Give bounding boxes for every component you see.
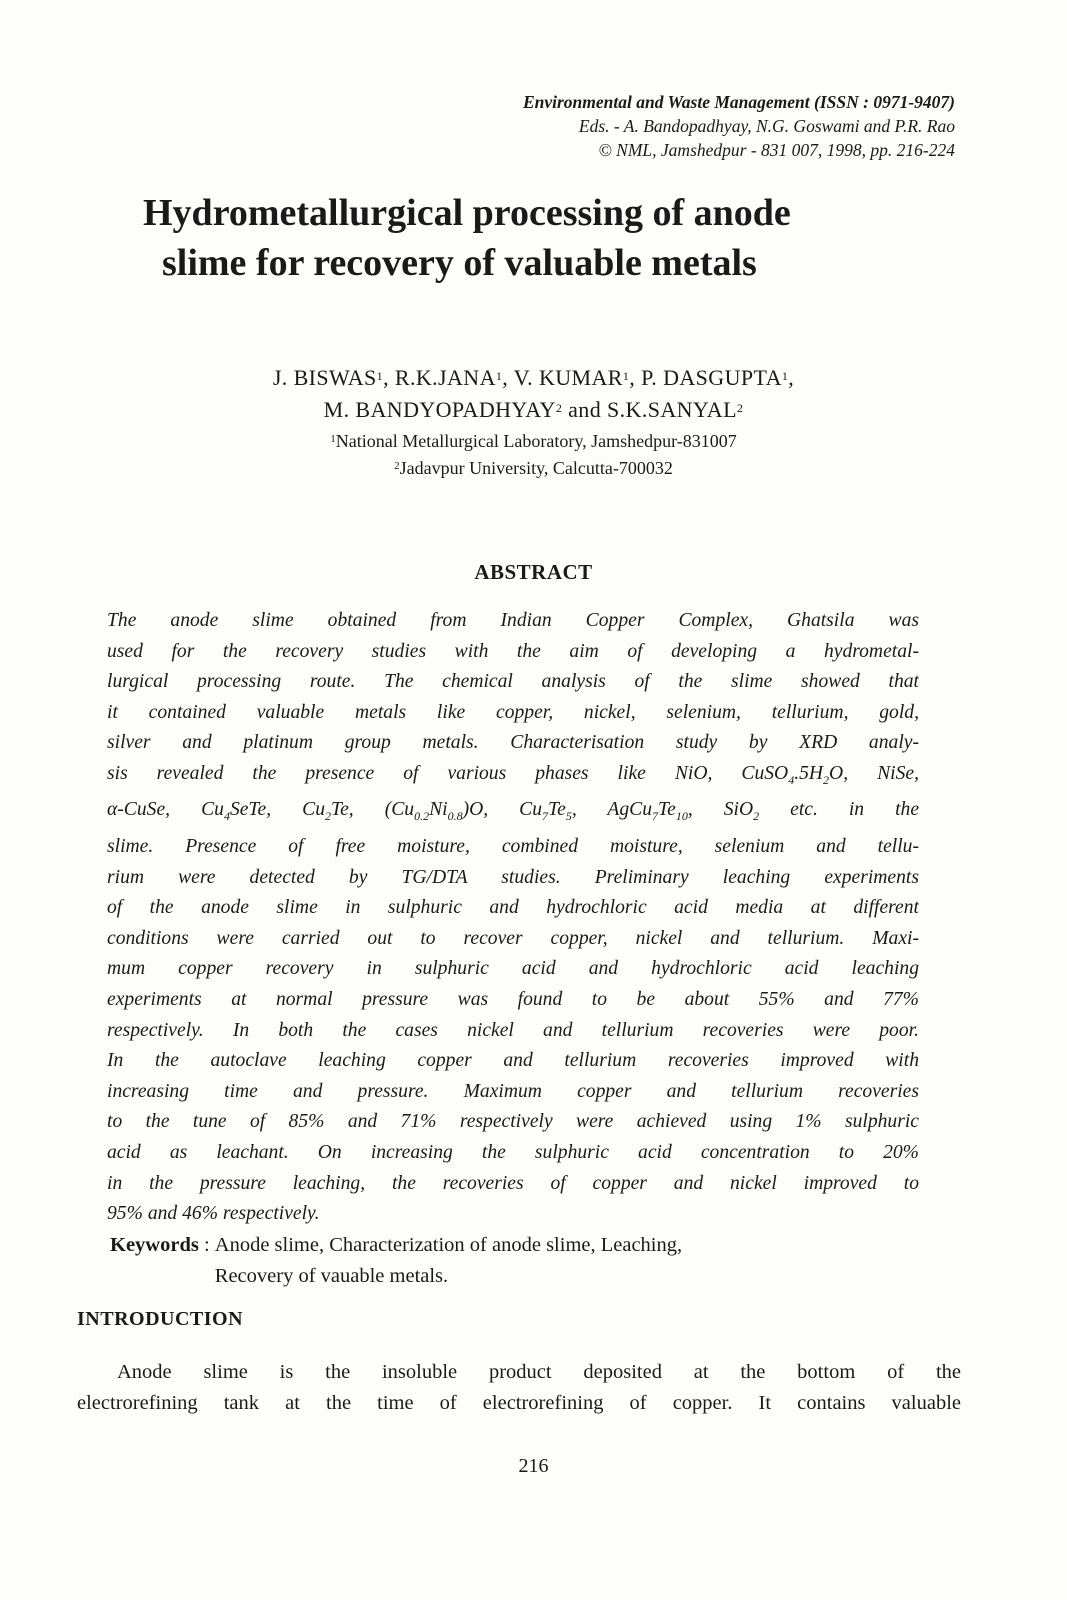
affiliation-marker: 1 [781, 369, 789, 383]
abstract-line: of the anode slime in sulphuric and hydrochloric acid media at different [107, 897, 919, 919]
affiliation-marker: 2 [394, 460, 400, 472]
journal-name: Environmental and Waste Management (ISSN : 0971-9407) [522, 92, 955, 112]
paragraph-line: electrorefining tank at the time of electrorefining of copper. It contains valuable [77, 1392, 961, 1414]
publisher-line: © NML, Jamshedpur - 831 007, 1998, pp. 216-224 [598, 140, 955, 160]
affiliation-marker: 1 [622, 369, 630, 383]
journal-header [255, 90, 955, 162]
keywords-text: Anode slime, Characterization of anode slime, Leaching, Recovery of vauable metals. [214, 1234, 683, 1287]
abstract-line: In the autoclave leaching copper and tellurium recoveries improved with [107, 1050, 919, 1072]
author-separator: , [502, 365, 514, 390]
abstract-line: mum copper recovery in sulphuric acid and hydrochloric acid leaching [107, 958, 919, 980]
author-list [0, 362, 1067, 426]
paragraph-line: Anode slime is the insoluble product deposited at the bottom of the [117, 1361, 961, 1383]
author-separator: , [788, 365, 795, 390]
author-name: P. DASGUPTA [641, 365, 782, 390]
abstract-line: slime. Presence of free moisture, combined moisture, selenium and tellu- [107, 835, 919, 857]
author-name: V. KUMAR [513, 365, 623, 390]
abstract-line: sis revealed the presence of various phases like NiO, $CuSO_4.5H_2O$, NiSe, [107, 762, 919, 787]
editors-line: Eds. - A. Bandopadhyay, N.G. Goswami and P.R. Rao [578, 116, 955, 136]
abstract-line: 95% and 46% respectively. [107, 1203, 320, 1225]
author-line-2 [0, 394, 1067, 426]
abstract-line: acid as leachant. On increasing the sulphuric acid concentration to 20% [107, 1141, 919, 1163]
abstract-heading: ABSTRACT [474, 560, 593, 584]
page-number: 216 [518, 1455, 549, 1477]
title-line-2: slime for recovery of valuable metals [162, 242, 757, 284]
abstract-line: respectively. In both the cases nickel and tellurium recoveries were poor. [107, 1019, 919, 1041]
author-name: M. BANDYOPADHYAY [323, 397, 556, 422]
abstract-line: in the pressure leaching, the recoveries of copper and nickel improved to [107, 1172, 919, 1194]
author-line-1 [0, 362, 1067, 394]
abstract-line: α-CuSe, $Cu_4SeTe$, $Cu_2Te$, $(Cu_{0.2}Ni_{0.8})O$, $Cu_7Te_5$, $AgCu_7Te_{10}$, SiO$_2$ etc. in the [107, 799, 919, 824]
section-heading-introduction: INTRODUCTION [77, 1308, 244, 1330]
author-name: J. BISWAS [272, 365, 377, 390]
abstract-line: used for the recovery studies with the aim of developing a hydrometal- [107, 640, 919, 662]
abstract-line: conditions were carried out to recover copper, nickel and tellurium. Maxi- [107, 927, 919, 949]
keywords-label: Keywords [110, 1234, 199, 1256]
author-separator: , [383, 365, 395, 390]
author-conjunction: and [562, 397, 607, 422]
affiliation-marker: 1 [376, 369, 384, 383]
abstract-body [107, 606, 919, 1230]
abstract-line: it contained valuable metals like copper, nickel, selenium, tellurium, gold, [107, 701, 919, 723]
affiliation-2: $^2$Jadavpur University, Calcutta-700032 [394, 458, 673, 478]
abstract-line: The anode slime obtained from Indian Copper Complex, Ghatsila was [107, 610, 919, 631]
keywords [110, 1230, 930, 1292]
introduction-body [77, 1357, 961, 1419]
affiliation-marker: 1 [330, 433, 336, 445]
affiliation-1: $^1$National Metallurgical Laboratory, Jamshedpur-831007 [330, 431, 737, 451]
author-name: R.K.JANA [394, 365, 496, 390]
paper-title [100, 188, 960, 288]
abstract-line: rium were detected by TG/DTA studies. Preliminary leaching experiments [107, 866, 919, 888]
title-line-1: Hydrometallurgical processing of anode [143, 192, 791, 234]
author-separator: , [629, 365, 642, 390]
abstract-line: silver and platinum group metals. Characterisation study by XRD analy- [107, 732, 919, 754]
abstract-line: to the tune of 85% and 71% respectively were achieved using 1% sulphuric [107, 1111, 919, 1133]
affiliation-marker: 2 [736, 401, 744, 415]
abstract-line: experiments at normal pressure was found to be about 55% and 77% [107, 988, 919, 1010]
author-name: S.K.SANYAL [607, 397, 737, 422]
abstract-line: increasing time and pressure. Maximum copper and tellurium recoveries [107, 1080, 919, 1102]
affiliation-marker: 1 [495, 369, 503, 383]
affiliations [0, 428, 1067, 482]
abstract-line: lurgical processing route. The chemical analysis of the slime showed that [107, 671, 919, 693]
affiliation-marker: 2 [555, 401, 563, 415]
keywords-colon: : [198, 1234, 215, 1256]
